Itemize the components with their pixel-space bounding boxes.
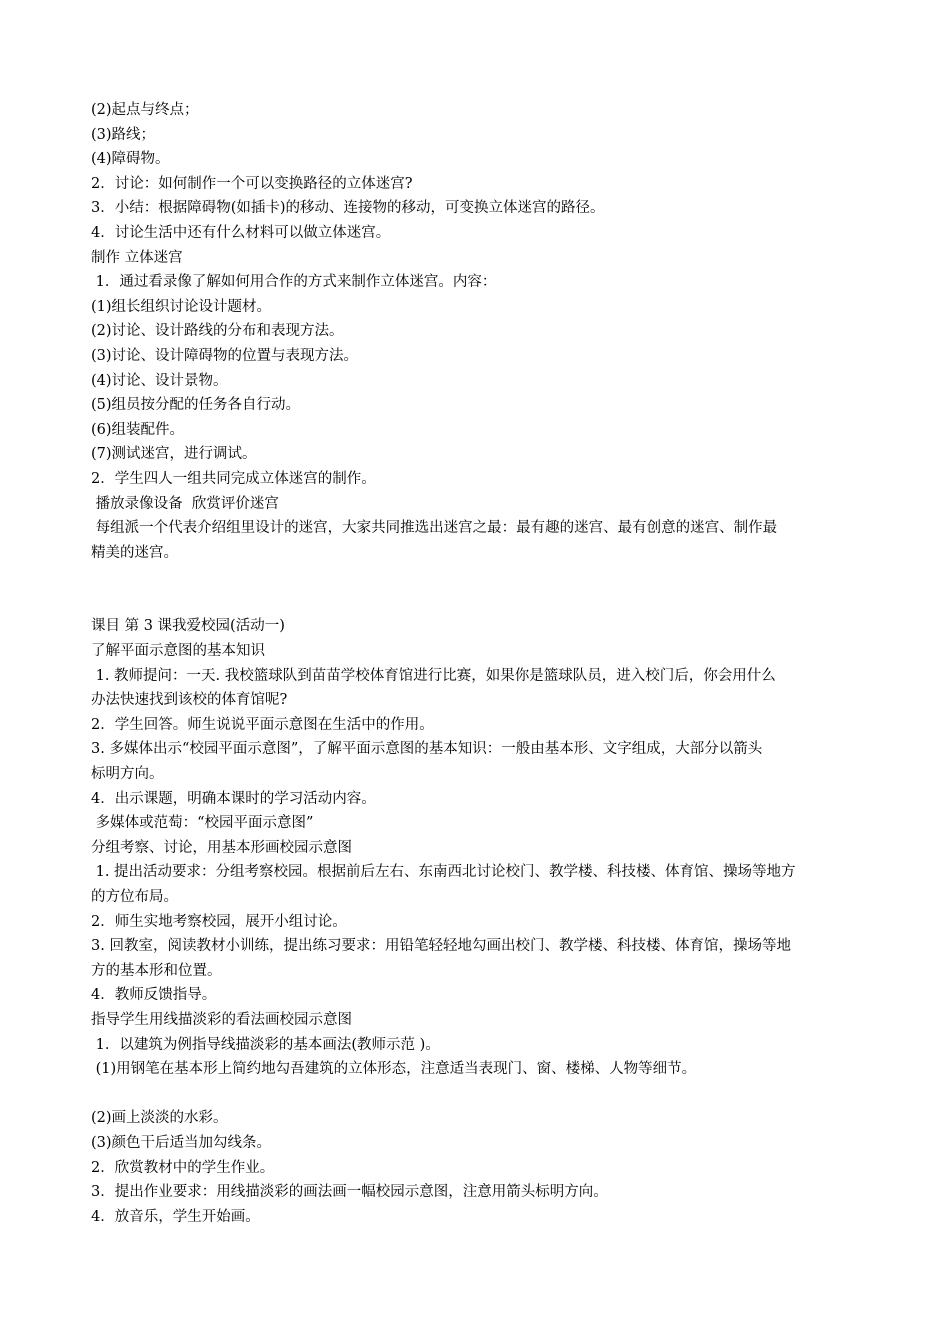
text-line: 2．欣赏教材中的学生作业。	[91, 1159, 275, 1176]
section-heading: 制作 立体迷宫	[91, 249, 183, 266]
text-line: 多媒体或范萄：“校园平面示意图”	[91, 815, 314, 832]
text-line: (2)讨论、设计路线的分布和表现方法。	[91, 323, 344, 340]
text-line: 1．以建筑为例指导线描淡彩的基本画法(教师示范 )。	[91, 1036, 440, 1053]
text-line: (2)起点与终点；	[91, 102, 199, 118]
text-line: 的方位布局。	[91, 889, 178, 905]
blank-line	[91, 1082, 861, 1107]
text-line: 2．学生回答。师生说说平面示意图在生活中的作用。	[91, 716, 434, 733]
section-campus	[91, 614, 861, 1081]
text-line: (3)颜色干后适当加勾线条。	[91, 1134, 272, 1151]
document-page	[91, 98, 861, 1229]
text-line: 1. 教师提问：一天. 我校篮球队到苗苗学校体育馆进行比赛，如果你是篮球队员，进入校门后，你会用什么	[91, 667, 776, 684]
text-line: 4．出示课题，明确本课时的学习活动内容。	[91, 790, 376, 807]
text-line: (4)障碍物。	[91, 151, 170, 168]
text-line: (3)路线；	[91, 126, 156, 143]
text-line: (7)测试迷宫，进行调试。	[91, 446, 257, 463]
text-line: (4)讨论、设计景物。	[91, 372, 228, 389]
text-line: 每组派一个代表介绍组里设计的迷宫，大家共同推选出迷宫之最：最有趣的迷宫、最有创意的迷宫、制作最	[91, 520, 778, 537]
lesson-title: 课目 第 3 课我爱校园(活动一)	[91, 618, 285, 635]
section-heading: 播放录像设备 欣赏评价迷宫	[91, 495, 279, 512]
text-line: 办法快速找到该校的体育馆呢?	[91, 692, 288, 709]
text-line: 4．放音乐，学生开始画。	[91, 1208, 260, 1225]
text-line: 2．学生四人一组共同完成立体迷宫的制作。	[91, 470, 376, 487]
text-line: 4．讨论生活中还有什么材料可以做立体迷宫。	[91, 224, 391, 241]
text-line: (1)组长组织讨论设计题材。	[91, 298, 272, 315]
text-line: 1. 提出活动要求：分组考察校园。根据前后左右、东南西北讨论校门、教学楼、科技楼、体育馆、操场等地方	[91, 864, 796, 881]
text-line: (5)组员按分配的任务各自行动。	[91, 397, 301, 414]
blank-line	[91, 565, 861, 590]
section-heading: 指导学生用线描淡彩的看法画校园示意图	[91, 1011, 352, 1028]
text-line: 3. 多媒体出示“校园平面示意图”，了解平面示意图的基本知识：一般由基本形、文字组成，大部分以箭头	[91, 741, 763, 758]
section-watercolor	[91, 1106, 861, 1229]
text-line: 1．通过看录像了解如何用合作的方式来制作立体迷宫。内容：	[91, 274, 497, 291]
text-line: (6)组装配件。	[91, 421, 185, 438]
section-heading: 分组考察、讨论，用基本形画校园示意图	[91, 839, 352, 856]
text-line: 精美的迷宫。	[91, 544, 178, 561]
text-line: 3．提出作业要求：用线描淡彩的画法画一幅校园示意图，注意用箭头标明方向。	[91, 1184, 608, 1201]
section-maze	[91, 98, 861, 565]
text-line: 3. 回教室，阅读教材小训练，提出练习要求：用铅笔轻轻地勾画出校门、教学楼、科技楼、体育馆，操场等地	[91, 938, 791, 955]
text-line: (1)用钢笔在基本形上简约地勾吾建筑的立体形态，注意适当表现门、窗、楼梯、人物等细节。	[91, 1061, 697, 1078]
text-line: 方的基本形和位置。	[91, 962, 222, 979]
blank-line	[91, 590, 861, 615]
text-line: 2．讨论：如何制作一个可以变换路径的立体迷宫?	[91, 175, 413, 192]
section-heading: 了解平面示意图的基本知识	[91, 643, 265, 660]
text-line: 3．小结：根据障碍物(如插卡)的移动、连接物的移动，可变换立体迷宫的路径。	[91, 200, 605, 217]
text-line: 2．师生实地考察校园，展开小组讨论。	[91, 913, 347, 930]
text-line: (2)画上淡淡的水彩。	[91, 1110, 228, 1127]
text-line: 4．教师反馈指导。	[91, 987, 217, 1004]
text-line: 标明方向。	[91, 766, 164, 783]
text-line: (3)讨论、设计障碍物的位置与表现方法。	[91, 347, 359, 364]
